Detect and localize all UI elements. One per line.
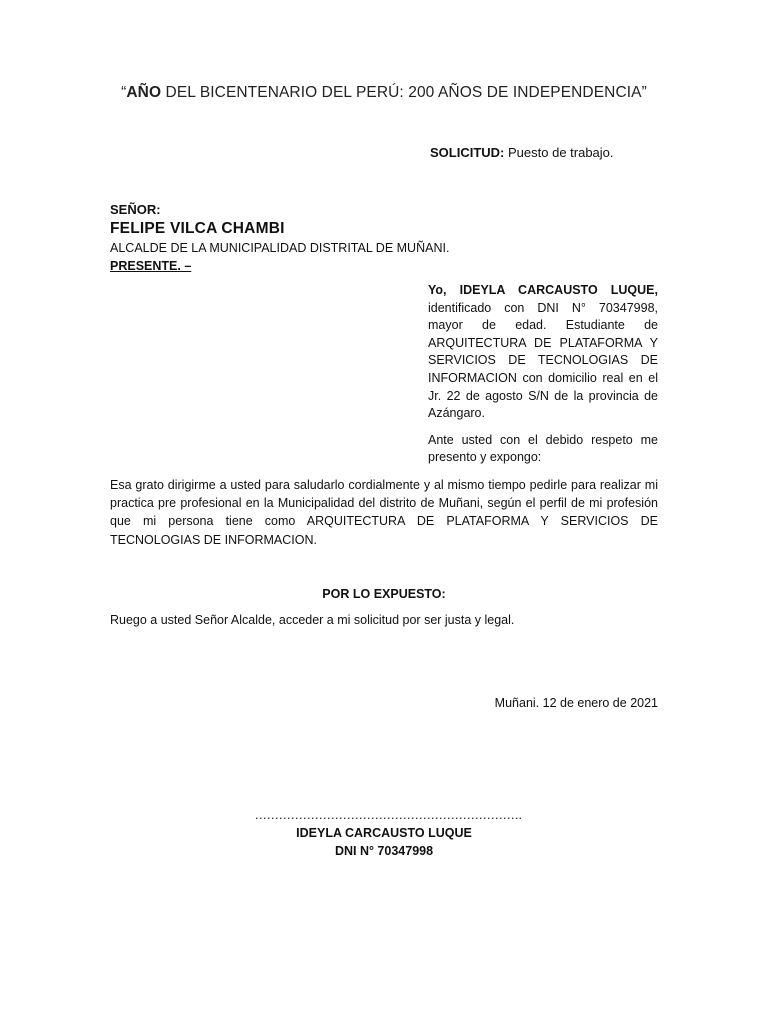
por-lo-expuesto-heading: POR LO EXPUESTO: <box>322 587 446 601</box>
presente-label: PRESENTE. – <box>110 259 192 273</box>
intro-paragraph <box>428 282 658 423</box>
addressee-block <box>110 201 449 275</box>
ante-usted-paragraph: Ante usted con el debido respeto me presento y expongo: <box>428 432 658 465</box>
signature-line: …………………………………………………………. <box>254 808 522 822</box>
request-paragraph: Esa grato dirigirme a usted para saludarlo cordialmente y al mismo tiempo pedirle para realizar mi practica pre profesional en la Municipalidad del distrito de Muñani, según el perfil de mi profesión que mi persona tiene como ARQUITECTURA DE PLATAFORMA Y SERVICIOS DE TECNOLOGIAS DE INFORMACION. <box>110 478 658 547</box>
applicant-name-line: Yo, IDEYLA CARCAUSTO LUQUE, <box>428 283 658 297</box>
document-heading <box>0 84 768 102</box>
addressee-name: FELIPE VILCA CHAMBI <box>110 220 285 237</box>
solicitud-value: Puesto de trabajo. <box>504 145 614 160</box>
signer-name: IDEYLA CARCAUSTO LUQUE <box>296 826 472 840</box>
addressee-office: ALCALDE DE LA MUNICIPALIDAD DISTRITAL DE MUÑANI. <box>110 241 450 255</box>
salutation: SEÑOR: <box>110 202 161 217</box>
ruego-sentence: Ruego a usted Señor Alcalde, acceder a mi solicitud por ser justa y legal. <box>110 613 515 627</box>
applicant-details: identificado con DNI N° 70347998, mayor de edad. Estudiante de ARQUITECTURA DE PLATAFORMA Y SERVICIOS DE TECNOLOGIAS DE INFORMACION con domicilio real en el Jr. 22 de agosto S/N de la provincia de Azángaro. <box>428 300 658 421</box>
solicitud-line <box>430 145 614 160</box>
heading-quote-open: “ <box>121 84 127 101</box>
solicitud-label: SOLICITUD: <box>430 145 505 160</box>
heading-year-word: AÑO <box>126 84 162 101</box>
heading-title-rest: DEL BICENTENARIO DEL PERÚ: 200 AÑOS DE INDEPENDENCIA <box>161 84 642 101</box>
place-date: Muñani. 12 de enero de 2021 <box>494 696 658 710</box>
applicant-intro <box>428 282 658 476</box>
signature-block <box>0 806 768 860</box>
request-body <box>110 476 658 549</box>
heading-quote-close: ” <box>641 84 647 101</box>
signer-dni: DNI N° 70347998 <box>334 844 434 858</box>
